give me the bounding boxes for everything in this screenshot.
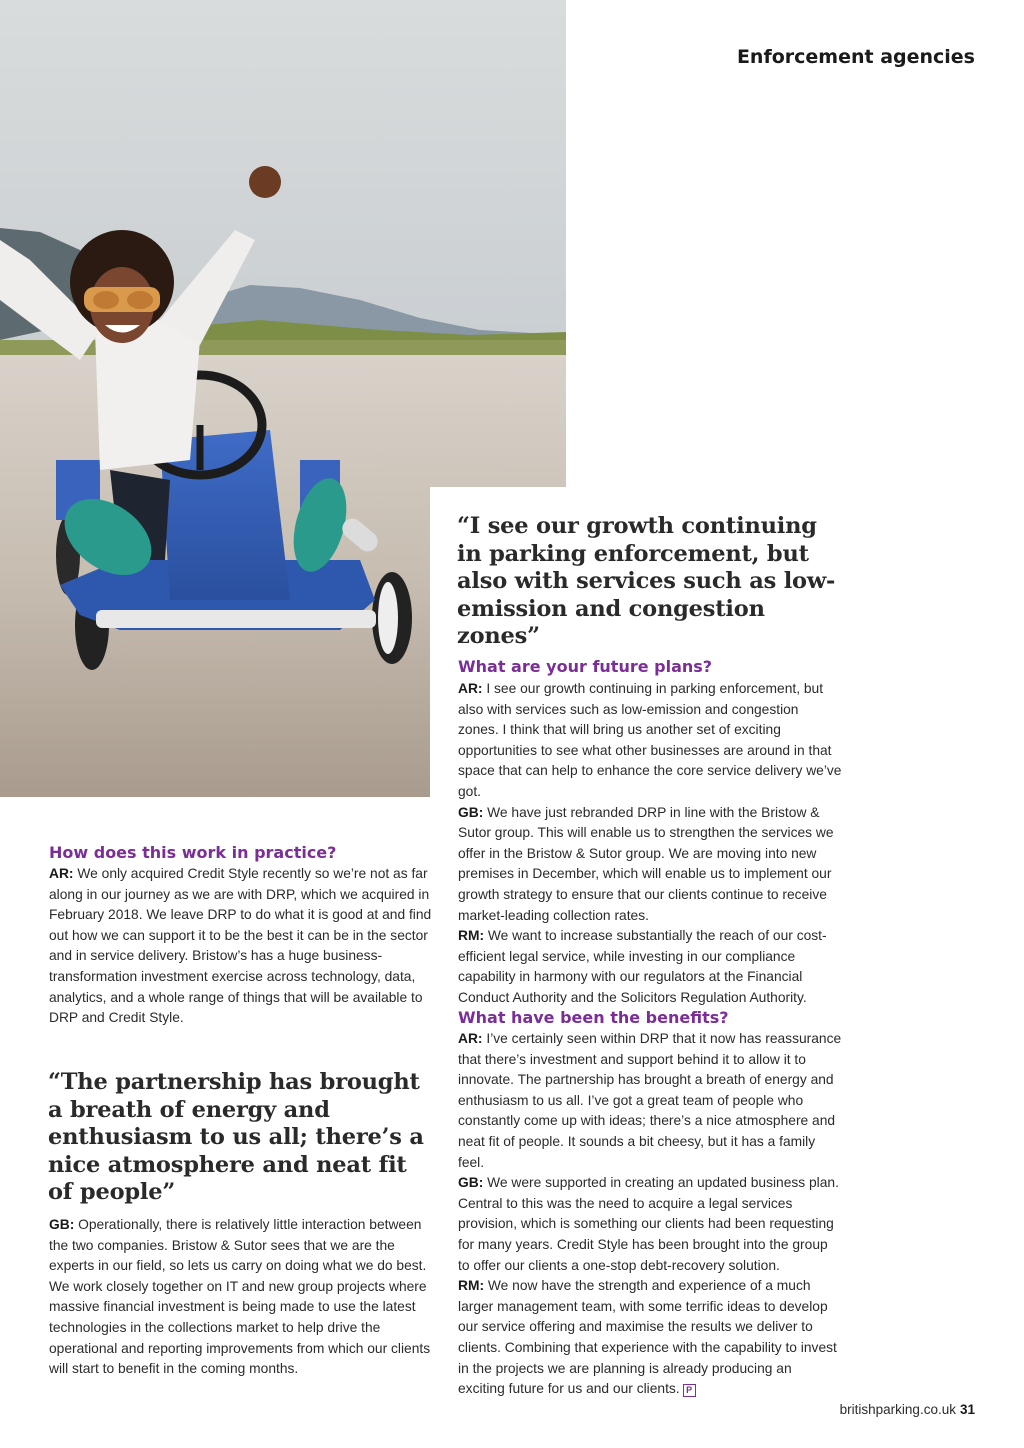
answer-text: We have just rebranded DRP in line with the Bristow & Sutor group. This will enable us to strengthen the services we offer in the Bristow & Sutor group. We are moving into new premises in December, which will enable us to implement our growth strategy to ensure that our clients continue to receive market-leading collection rates. [458, 804, 834, 923]
pull-quote-left: “The partnership has brought a breath of energy and enthusiasm to us all; there’s a nice atmosphere and neat fit of people” [48, 1069, 424, 1205]
speaker-label: AR: [458, 681, 483, 696]
answer-text: We now have the strength and experience of a much larger management team, with some terrific ideas to develop our service offering and maximise the results we deliver to clients. Combining that experience with the capability to invest in the projects we are planning is already producing an exciting future for us and our clients. [458, 1278, 837, 1397]
speaker-label: RM: [458, 928, 485, 944]
heading-benefits: What have been the benefits? [458, 1008, 729, 1027]
answer-text: We were supported in creating an updated business plan. Central to this was the need to acquire a legal services provision, which is something our clients had been requesting for many years. Credit Style has been brought into the group to offer our clients a one-stop debt-recovery solution. [458, 1175, 839, 1273]
pull-quote-right: “I see our growth continuing in parking enforcement, but also with services such as low-emission and congestion zones” [457, 513, 836, 649]
answer-text: We want to increase substantially the reach of our cost-efficient legal service, while investing in our compliance capability in harmony with our regulators at the Financial Conduct Authority and the Solicitors Regulation Authority. [458, 928, 827, 1005]
answer-text: I’ve certainly seen within DRP that it now has reassurance that there’s investment and support behind it to allow it to innovate. The partnership has brought a breath of energy and enthusiasm to us all. I’ve got a great team of people who constantly come up with ideas; there’s a nice atmosphere and neat fit of people. It sounds a bit cheesy, but it has a family feel. [458, 1031, 842, 1170]
benefits-body [458, 1029, 842, 1400]
speaker-label: GB: [458, 1175, 484, 1191]
heading-in-practice: How does this work in practice? [49, 843, 337, 862]
operations-body [49, 1215, 435, 1380]
section-title: Enforcement agencies [736, 46, 975, 68]
heading-future-plans: What are your future plans? [458, 657, 713, 676]
speaker-label: GB: [458, 804, 484, 820]
speaker-label: AR: [458, 1031, 483, 1046]
future-plans-body [458, 679, 842, 1009]
answer-text: I see our growth continuing in parking enforcement, but also with services such as low-emission and congestion zones. I think that will bring us another set of exciting opportunities to see what other businesses are around in that space that can help to enhance the core service delivery we’ve got. [458, 681, 842, 799]
speaker-label: GB: [49, 1217, 75, 1232]
page-footer [840, 1402, 975, 1417]
answer-text: We only acquired Credit Style recently so we’re not as far along in our journey as we are with DRP, which we acquired in February 2018. We leave DRP to do what it is good at and find out how we can support it to be the best it can be in the sector and in service delivery. Bristow’s has a huge business-transformation investment exercise across technology, data, analytics, and a whole range of things that will be available to DRP and Credit Style. [49, 866, 432, 1026]
end-mark-icon: P [683, 1384, 696, 1397]
speaker-label: RM: [458, 1278, 485, 1294]
in-practice-body [49, 864, 433, 1029]
speaker-label: AR: [49, 866, 74, 881]
footer-site: britishparking.co.uk [839, 1402, 956, 1417]
page-number: 31 [959, 1402, 975, 1417]
answer-text: Operationally, there is relatively little interaction between the two companies. Bristow & Sutor sees that we are the experts in our field, so lets us carry on doing what we do best. We work closely together on IT and new group projects where massive financial investment is being made to use the latest technologies in the collections market to help drive the operational and reporting improvements from which our clients will start to benefit in the coming months. [49, 1217, 431, 1377]
